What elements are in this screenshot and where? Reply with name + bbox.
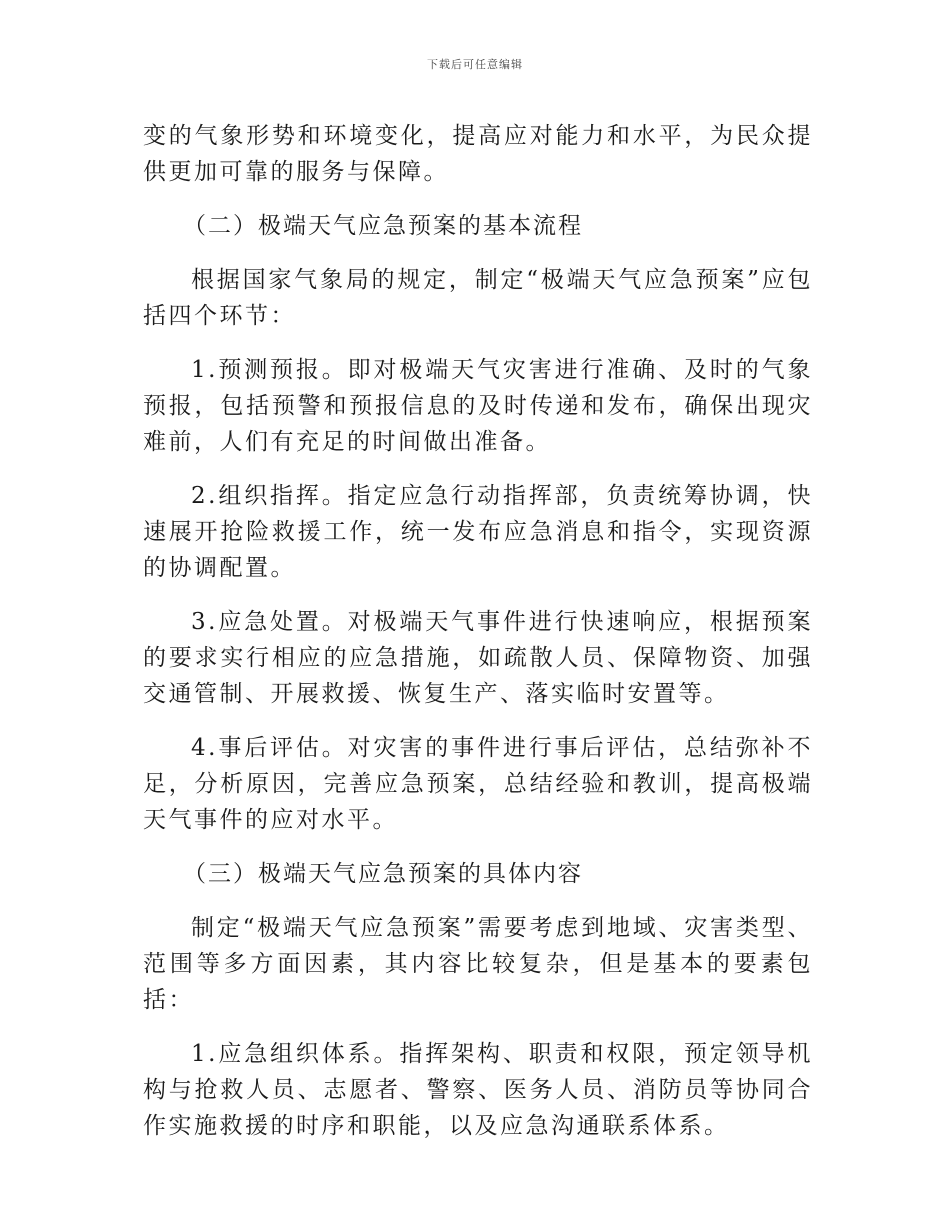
- paragraph-intro-content: 制定“极端天气应急预案”需要考虑到地域、灾害类型、范围等多方面因素，其内容比较复杂，但是基本的要素包括：: [143, 915, 813, 1013]
- paragraph-step-3: 3.应急处置。对极端天气事件进行快速响应，根据预案的要求实行相应的应急措施，如疏散人员、保障物资、加强交通管制、开展救援、恢复生产、落实临时安置等。: [143, 609, 813, 707]
- section-heading-2: （二）极端天气应急预案的基本流程: [183, 213, 583, 239]
- paragraph-step-4: 4.事后评估。对灾害的事件进行事后评估，总结弥补不足，分析原因，完善应急预案，总结经验和教训，提高极端天气事件的应对水平。: [143, 735, 813, 833]
- paragraph-step-1: 1.预测预报。即对极端天气灾害进行准确、及时的气象预报，包括预警和预报信息的及时传递和发布，确保出现灾难前，人们有充足的时间做出准备。: [143, 357, 813, 455]
- paragraph-continuation: 变的气象形势和环境变化，提高应对能力和水平，为民众提供更加可靠的服务与保障。: [143, 123, 813, 185]
- document-body: [143, 118, 813, 1162]
- paragraph-intro-process: 根据国家气象局的规定，制定“极端天气应急预案”应包括四个环节：: [143, 267, 813, 329]
- page-header: 下载后可任意编辑: [427, 58, 523, 71]
- paragraph-content-1: 1.应急组织体系。指挥架构、职责和权限，预定领导机构与抢救人员、志愿者、警察、医务人员、消防员等协同合作实施救援的时序和职能，以及应急沟通联系体系。: [143, 1041, 813, 1139]
- section-heading-3: （三）极端天气应急预案的具体内容: [183, 861, 583, 887]
- paragraph-step-2: 2.组织指挥。指定应急行动指挥部，负责统筹协调，快速展开抢险救援工作，统一发布应急消息和指令，实现资源的协调配置。: [143, 483, 813, 581]
